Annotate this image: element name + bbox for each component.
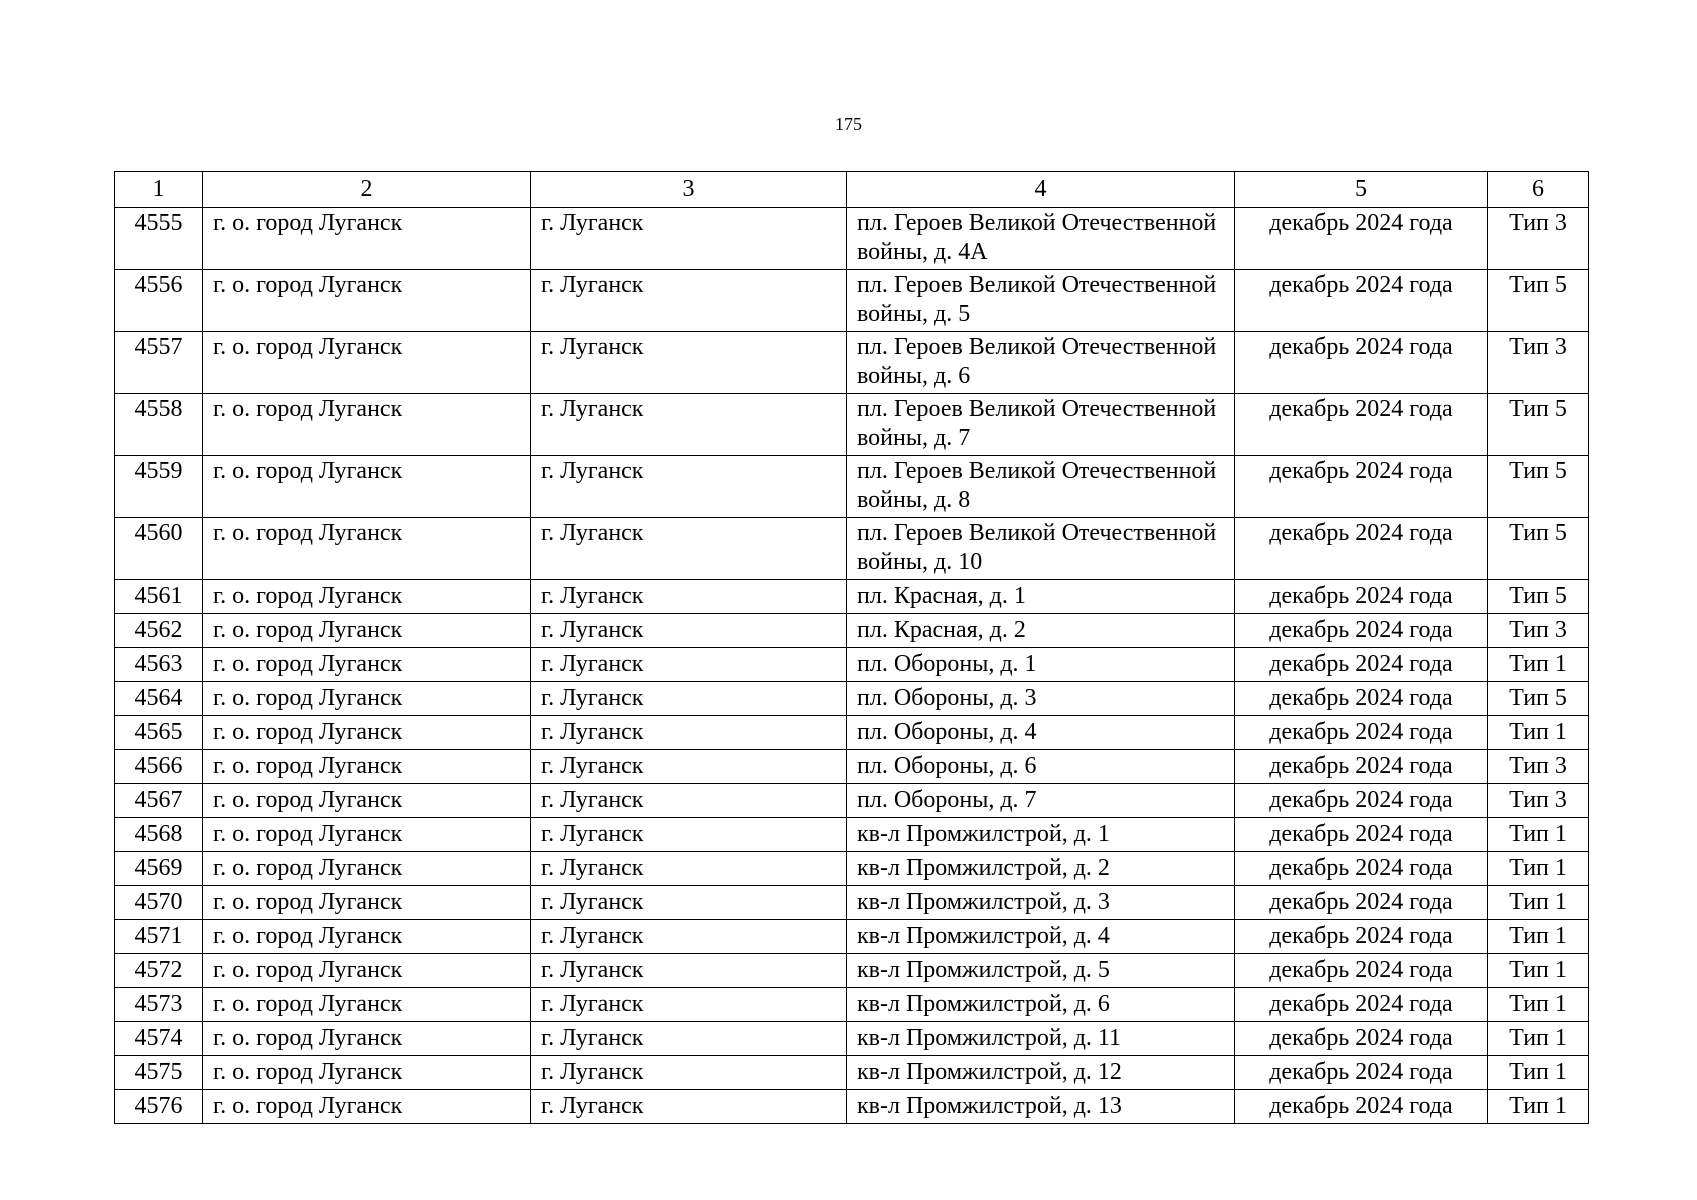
type-cell: Тип 5	[1488, 682, 1589, 716]
address-cell: кв-л Промжилстрой, д. 13	[847, 1090, 1235, 1124]
row-number-cell: 4565	[115, 716, 203, 750]
district-cell: г. о. город Луганск	[203, 1090, 531, 1124]
city-cell: г. Луганск	[531, 648, 847, 682]
type-cell: Тип 1	[1488, 988, 1589, 1022]
type-cell: Тип 1	[1488, 954, 1589, 988]
table-row	[115, 886, 1589, 920]
table-row	[115, 988, 1589, 1022]
date-cell: декабрь 2024 года	[1235, 784, 1488, 818]
column-number-row	[115, 172, 1589, 208]
page-number: 175	[835, 114, 862, 134]
date-cell: декабрь 2024 года	[1235, 954, 1488, 988]
date-cell: декабрь 2024 года	[1235, 518, 1488, 580]
city-cell: г. Луганск	[531, 682, 847, 716]
address-cell: пл. Героев Великой Отечественной войны, д. 6	[847, 332, 1235, 394]
table-row	[115, 456, 1589, 518]
city-cell: г. Луганск	[531, 394, 847, 456]
row-number-cell: 4562	[115, 614, 203, 648]
type-cell: Тип 3	[1488, 208, 1589, 270]
district-cell: г. о. город Луганск	[203, 614, 531, 648]
address-cell: пл. Героев Великой Отечественной войны, д. 10	[847, 518, 1235, 580]
type-cell: Тип 1	[1488, 852, 1589, 886]
type-cell: Тип 3	[1488, 332, 1589, 394]
date-cell: декабрь 2024 года	[1235, 580, 1488, 614]
type-cell: Тип 1	[1488, 1056, 1589, 1090]
table-row	[115, 518, 1589, 580]
date-cell: декабрь 2024 года	[1235, 394, 1488, 456]
type-cell: Тип 5	[1488, 518, 1589, 580]
district-cell: г. о. город Луганск	[203, 208, 531, 270]
district-cell: г. о. город Луганск	[203, 332, 531, 394]
row-number-cell: 4573	[115, 988, 203, 1022]
type-cell: Тип 1	[1488, 648, 1589, 682]
date-cell: декабрь 2024 года	[1235, 614, 1488, 648]
row-number-cell: 4567	[115, 784, 203, 818]
row-number-cell: 4557	[115, 332, 203, 394]
date-cell: декабрь 2024 года	[1235, 208, 1488, 270]
date-cell: декабрь 2024 года	[1235, 920, 1488, 954]
district-cell: г. о. город Луганск	[203, 270, 531, 332]
district-cell: г. о. город Луганск	[203, 818, 531, 852]
table-row	[115, 682, 1589, 716]
address-cell: пл. Обороны, д. 1	[847, 648, 1235, 682]
address-cell: пл. Героев Великой Отечественной войны, д. 5	[847, 270, 1235, 332]
district-cell: г. о. город Луганск	[203, 394, 531, 456]
table-row	[115, 920, 1589, 954]
table-row	[115, 394, 1589, 456]
row-number-cell: 4569	[115, 852, 203, 886]
city-cell: г. Луганск	[531, 614, 847, 648]
city-cell: г. Луганск	[531, 784, 847, 818]
table-row	[115, 784, 1589, 818]
row-number-cell: 4558	[115, 394, 203, 456]
address-cell: кв-л Промжилстрой, д. 11	[847, 1022, 1235, 1056]
address-cell: кв-л Промжилстрой, д. 1	[847, 818, 1235, 852]
district-cell: г. о. город Луганск	[203, 920, 531, 954]
address-cell: кв-л Промжилстрой, д. 6	[847, 988, 1235, 1022]
city-cell: г. Луганск	[531, 852, 847, 886]
table-row	[115, 648, 1589, 682]
column-header-1: 1	[115, 172, 203, 208]
row-number-cell: 4563	[115, 648, 203, 682]
city-cell: г. Луганск	[531, 1022, 847, 1056]
address-cell: кв-л Промжилстрой, д. 12	[847, 1056, 1235, 1090]
table-row	[115, 208, 1589, 270]
city-cell: г. Луганск	[531, 270, 847, 332]
type-cell: Тип 3	[1488, 614, 1589, 648]
row-number-cell: 4570	[115, 886, 203, 920]
date-cell: декабрь 2024 года	[1235, 332, 1488, 394]
type-cell: Тип 5	[1488, 394, 1589, 456]
row-number-cell: 4574	[115, 1022, 203, 1056]
district-cell: г. о. город Луганск	[203, 456, 531, 518]
column-header-5: 5	[1235, 172, 1488, 208]
row-number-cell: 4560	[115, 518, 203, 580]
city-cell: г. Луганск	[531, 518, 847, 580]
address-cell: пл. Обороны, д. 4	[847, 716, 1235, 750]
date-cell: декабрь 2024 года	[1235, 852, 1488, 886]
district-cell: г. о. город Луганск	[203, 1022, 531, 1056]
row-number-cell: 4568	[115, 818, 203, 852]
date-cell: декабрь 2024 года	[1235, 988, 1488, 1022]
city-cell: г. Луганск	[531, 332, 847, 394]
type-cell: Тип 3	[1488, 750, 1589, 784]
city-cell: г. Луганск	[531, 716, 847, 750]
address-cell: пл. Обороны, д. 6	[847, 750, 1235, 784]
address-cell: кв-л Промжилстрой, д. 5	[847, 954, 1235, 988]
table-row	[115, 716, 1589, 750]
district-cell: г. о. город Луганск	[203, 716, 531, 750]
type-cell: Тип 1	[1488, 886, 1589, 920]
type-cell: Тип 5	[1488, 456, 1589, 518]
district-cell: г. о. город Луганск	[203, 954, 531, 988]
table-row	[115, 1022, 1589, 1056]
type-cell: Тип 5	[1488, 580, 1589, 614]
date-cell: декабрь 2024 года	[1235, 648, 1488, 682]
row-number-cell: 4575	[115, 1056, 203, 1090]
city-cell: г. Луганск	[531, 1056, 847, 1090]
table-row	[115, 580, 1589, 614]
date-cell: декабрь 2024 года	[1235, 1022, 1488, 1056]
address-cell: кв-л Промжилстрой, д. 3	[847, 886, 1235, 920]
district-cell: г. о. город Луганск	[203, 580, 531, 614]
district-cell: г. о. город Луганск	[203, 886, 531, 920]
date-cell: декабрь 2024 года	[1235, 886, 1488, 920]
address-cell: пл. Красная, д. 1	[847, 580, 1235, 614]
city-cell: г. Луганск	[531, 580, 847, 614]
row-number-cell: 4566	[115, 750, 203, 784]
district-cell: г. о. город Луганск	[203, 648, 531, 682]
housing-register-table	[114, 171, 1589, 1124]
district-cell: г. о. город Луганск	[203, 750, 531, 784]
row-number-cell: 4555	[115, 208, 203, 270]
city-cell: г. Луганск	[531, 920, 847, 954]
date-cell: декабрь 2024 года	[1235, 270, 1488, 332]
table-row	[115, 852, 1589, 886]
district-cell: г. о. город Луганск	[203, 518, 531, 580]
address-cell: кв-л Промжилстрой, д. 4	[847, 920, 1235, 954]
column-header-3: 3	[531, 172, 847, 208]
table-row	[115, 818, 1589, 852]
table-row	[115, 614, 1589, 648]
type-cell: Тип 1	[1488, 1090, 1589, 1124]
city-cell: г. Луганск	[531, 1090, 847, 1124]
city-cell: г. Луганск	[531, 988, 847, 1022]
table-row	[115, 1090, 1589, 1124]
table-row	[115, 954, 1589, 988]
row-number-cell: 4556	[115, 270, 203, 332]
date-cell: декабрь 2024 года	[1235, 456, 1488, 518]
table-row	[115, 750, 1589, 784]
city-cell: г. Луганск	[531, 750, 847, 784]
table-row	[115, 1056, 1589, 1090]
district-cell: г. о. город Луганск	[203, 682, 531, 716]
address-cell: кв-л Промжилстрой, д. 2	[847, 852, 1235, 886]
city-cell: г. Луганск	[531, 208, 847, 270]
district-cell: г. о. город Луганск	[203, 1056, 531, 1090]
type-cell: Тип 3	[1488, 784, 1589, 818]
address-cell: пл. Красная, д. 2	[847, 614, 1235, 648]
type-cell: Тип 1	[1488, 920, 1589, 954]
date-cell: декабрь 2024 года	[1235, 716, 1488, 750]
address-cell: пл. Обороны, д. 3	[847, 682, 1235, 716]
row-number-cell: 4572	[115, 954, 203, 988]
table-row	[115, 332, 1589, 394]
city-cell: г. Луганск	[531, 954, 847, 988]
address-cell: пл. Героев Великой Отечественной войны, д. 4А	[847, 208, 1235, 270]
date-cell: декабрь 2024 года	[1235, 1090, 1488, 1124]
city-cell: г. Луганск	[531, 456, 847, 518]
row-number-cell: 4564	[115, 682, 203, 716]
date-cell: декабрь 2024 года	[1235, 750, 1488, 784]
date-cell: декабрь 2024 года	[1235, 1056, 1488, 1090]
district-cell: г. о. город Луганск	[203, 852, 531, 886]
address-cell: пл. Обороны, д. 7	[847, 784, 1235, 818]
type-cell: Тип 1	[1488, 716, 1589, 750]
address-cell: пл. Героев Великой Отечественной войны, д. 7	[847, 394, 1235, 456]
column-header-2: 2	[203, 172, 531, 208]
row-number-cell: 4559	[115, 456, 203, 518]
column-header-4: 4	[847, 172, 1235, 208]
table-row	[115, 270, 1589, 332]
date-cell: декабрь 2024 года	[1235, 818, 1488, 852]
type-cell: Тип 1	[1488, 818, 1589, 852]
district-cell: г. о. город Луганск	[203, 784, 531, 818]
city-cell: г. Луганск	[531, 818, 847, 852]
city-cell: г. Луганск	[531, 886, 847, 920]
type-cell: Тип 1	[1488, 1022, 1589, 1056]
type-cell: Тип 5	[1488, 270, 1589, 332]
row-number-cell: 4576	[115, 1090, 203, 1124]
address-cell: пл. Героев Великой Отечественной войны, д. 8	[847, 456, 1235, 518]
column-header-6: 6	[1488, 172, 1589, 208]
date-cell: декабрь 2024 года	[1235, 682, 1488, 716]
row-number-cell: 4561	[115, 580, 203, 614]
district-cell: г. о. город Луганск	[203, 988, 531, 1022]
row-number-cell: 4571	[115, 920, 203, 954]
